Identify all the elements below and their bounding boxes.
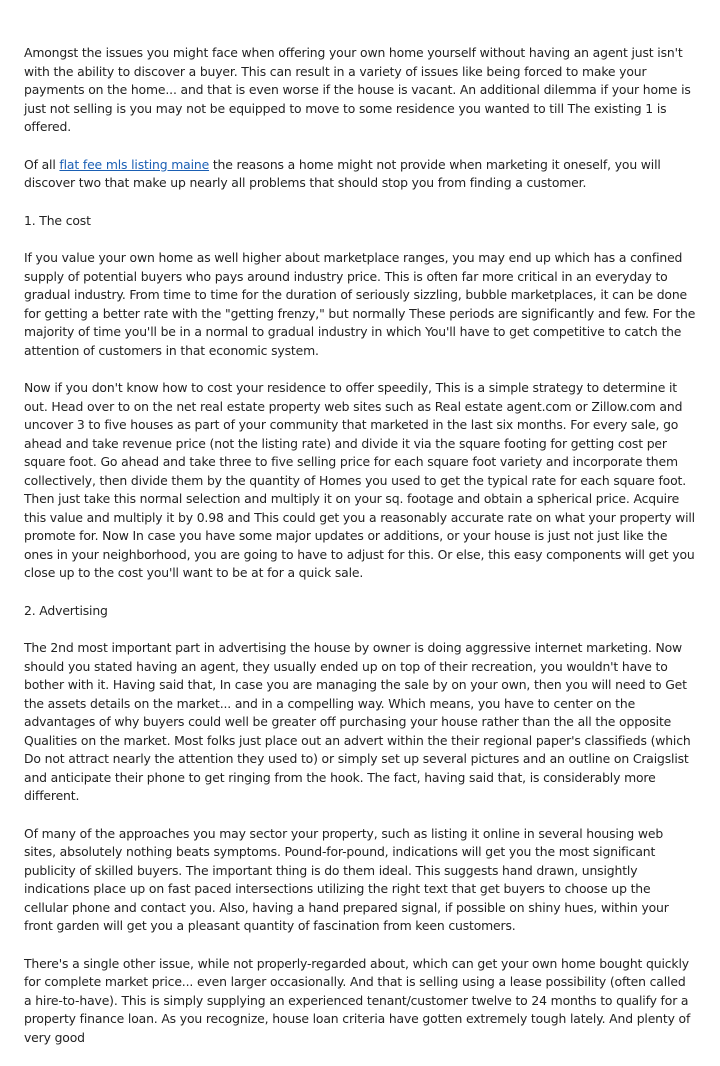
paragraph-pricing-strategy: Now if you don't know how to cost your residence to offer speedily, This is a simple strategy to determine it out. Head over to on the net real estate property web sites such as Real estate agent.com or Zillow.com and uncover 3 to five houses as part of your community that marketed in the last six months. For every sale, go ahead and take revenue price (not the listing rate) and divide it via the square footing for getting cost per square foot. Go ahead and take three to five selling price for each square foot variety and incorporate them collectively, then divide them by the quantity of Homes you used to get the typical rate for each square foot. Then just take this normal selection and multiply it on your sq. footage and obtain a spherical price. Acquire this value and multiply it by 0.98 and This could get you a reasonably accurate rate on what your property will promote for. Now In case you have some major updates or additions, or your house is just not just like the ones in your neighborhood, you are going to have to adjust for this. Or else, this easy components will get you close up to the cost you'll want to be at for a quick sale. bbox=[24, 380, 695, 580]
heading-advertising: 2. Advertising bbox=[24, 602, 108, 618]
paragraph-reasons bbox=[24, 156, 696, 193]
article-body bbox=[24, 44, 696, 1066]
paragraph-lease-option: There's a single other issue, while not properly-regarded about, which can get your own home bought quickly for complete market price... even larger occasionally. And that is selling using a lease possibility (often called a hire-to-have). This is simply supplying an experienced tenant/customer twelve to 24 months to qualify for a property finance loan. As you recognize, house loan criteria have gotten extremely tough lately. And plenty of very good bbox=[24, 955, 691, 1045]
paragraph-reasons-lead: Of all bbox=[24, 156, 60, 172]
paragraph-intro: Amongst the issues you might face when offering your own home yourself without having an agent just isn't with the ability to discover a buyer. This can result in a variety of issues like being forced to make your payments on the home... and that is even worse if the house is vacant. An additional dilemma if your home is just not selling is you may not be equipped to move to some residence you wanted to till The existing 1 is offered. bbox=[24, 45, 691, 134]
paragraph-reasons-rest: the reasons a home might not provide when marketing it oneself, you will discover two that make up nearly all problems that should stop you from finding a customer. bbox=[24, 156, 661, 190]
paragraph-internet-marketing: The 2nd most important part in advertising the house by owner is doing aggressive internet marketing. Now should you stated having an agent, they usually ended up on top of their recreation, you wouldn't have to bother with it. Having said that, In case you are managing the sale by on your own, then you will need to Get the assets details on the market... and in a compelling way. Which means, you have to center on the advantages of why buyers could well be greater off purchasing your house rather than the all the opposite Qualities on the market. Most folks just place out an advert within the their regional paper's classifieds (which Do not attract nearly the attention they used to) or simply set up several pictures and an outline on Craigslist and anticipate their phone to get ringing from the hook. The fact, having said that, is considerably more different. bbox=[24, 640, 691, 803]
paragraph-pricing: If you value your own home as well higher about marketplace ranges, you may end up which has a confined supply of potential buyers who pays around industry price. This is often far more critical in an everyday to gradual industry. From time to time for the duration of seriously sizzling, bubble marketplaces, it can be done for getting a better rate with the "getting frenzy," but normally These periods are significantly and few. For the majority of time you'll be in a normal to gradual industry in which You'll have to get competitive to catch the attention of customers in that economic system. bbox=[24, 250, 696, 358]
flat-fee-mls-link[interactable]: flat fee mls listing maine bbox=[59, 156, 210, 172]
heading-the-cost: 1. The cost bbox=[24, 212, 91, 228]
paragraph-signs: Of many of the approaches you may sector your property, such as listing it online in several housing web sites, absolutely nothing beats symptoms. Pound-for-pound, indications will get you the most significant publicity of skilled buyers. The important thing is do them ideal. This suggests hand drawn, unsightly indications place up on fast paced intersections utilizing the right text that get buyers to choose up the cellular phone and contact you. Also, having a hand prepared signal, if possible on shiny hues, within your front garden will get you a pleasant quantity of fascination from keen customers. bbox=[24, 825, 669, 933]
